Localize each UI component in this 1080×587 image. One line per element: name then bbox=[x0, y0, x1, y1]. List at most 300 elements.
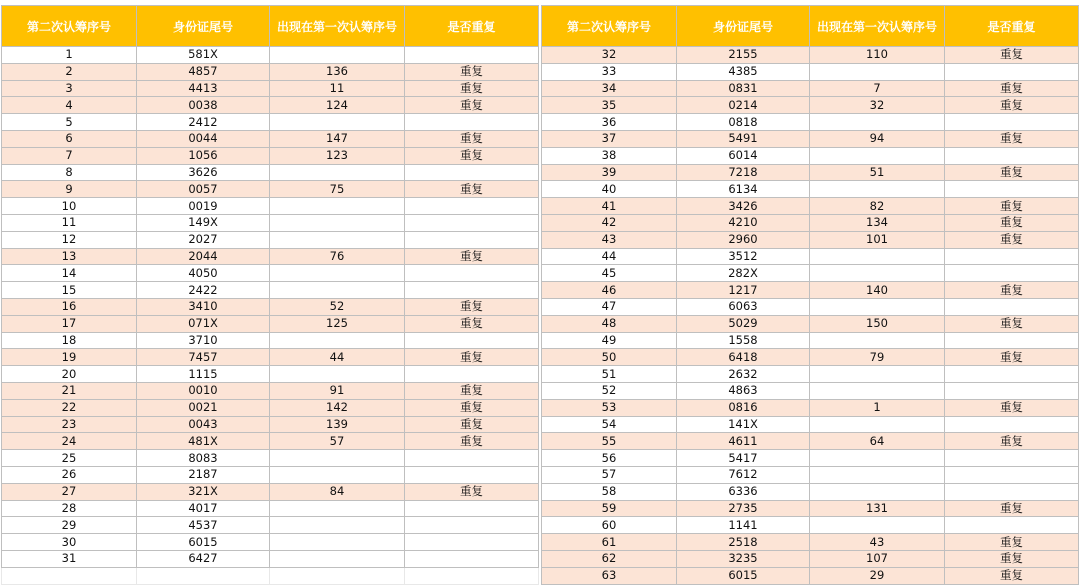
cell-id-tail[interactable]: 2960 bbox=[677, 231, 810, 248]
cell-second-seq[interactable]: 10 bbox=[2, 198, 137, 215]
cell-id-tail[interactable]: 6014 bbox=[677, 147, 810, 164]
cell-second-seq[interactable]: 41 bbox=[542, 198, 677, 215]
cell-second-seq[interactable]: 37 bbox=[542, 130, 677, 147]
cell-first-seq[interactable]: 94 bbox=[810, 130, 945, 147]
cell-id-tail[interactable]: 8083 bbox=[137, 450, 270, 467]
cell-second-seq[interactable]: 44 bbox=[542, 248, 677, 265]
cell-is-duplicate[interactable] bbox=[945, 147, 1079, 164]
cell-is-duplicate[interactable]: 重复 bbox=[945, 500, 1079, 517]
cell-second-seq[interactable]: 24 bbox=[2, 433, 137, 450]
cell-id-tail[interactable]: 4017 bbox=[137, 500, 270, 517]
empty-cell[interactable] bbox=[2, 567, 137, 584]
cell-first-seq[interactable] bbox=[810, 466, 945, 483]
cell-second-seq[interactable]: 6 bbox=[2, 130, 137, 147]
cell-first-seq[interactable]: 140 bbox=[810, 282, 945, 299]
table-row bbox=[542, 466, 1079, 483]
cell-second-seq[interactable]: 27 bbox=[2, 483, 137, 500]
cell-first-seq[interactable] bbox=[270, 231, 405, 248]
cell-is-duplicate[interactable] bbox=[945, 332, 1079, 349]
cell-is-duplicate[interactable]: 重复 bbox=[945, 47, 1079, 64]
cell-first-seq[interactable] bbox=[810, 248, 945, 265]
cell-second-seq[interactable]: 34 bbox=[542, 80, 677, 97]
cell-second-seq[interactable]: 17 bbox=[2, 315, 137, 332]
cell-second-seq[interactable]: 18 bbox=[2, 332, 137, 349]
cell-first-seq[interactable] bbox=[270, 466, 405, 483]
table-row bbox=[542, 97, 1079, 114]
cell-is-duplicate[interactable]: 重复 bbox=[945, 349, 1079, 366]
cell-is-duplicate[interactable] bbox=[405, 366, 539, 383]
cell-second-seq[interactable]: 47 bbox=[542, 298, 677, 315]
table-row bbox=[542, 500, 1079, 517]
table-row bbox=[542, 382, 1079, 399]
cell-id-tail[interactable]: 2422 bbox=[137, 282, 270, 299]
table-row bbox=[2, 47, 539, 64]
cell-first-seq[interactable]: 29 bbox=[810, 567, 945, 584]
cell-first-seq[interactable]: 110 bbox=[810, 47, 945, 64]
table-row bbox=[2, 399, 539, 416]
cell-is-duplicate[interactable]: 重复 bbox=[405, 147, 539, 164]
cell-is-duplicate[interactable]: 重复 bbox=[405, 80, 539, 97]
cell-is-duplicate[interactable] bbox=[945, 483, 1079, 500]
cell-first-seq[interactable]: 76 bbox=[270, 248, 405, 265]
cell-id-tail[interactable]: 7218 bbox=[677, 164, 810, 181]
cell-is-duplicate[interactable]: 重复 bbox=[405, 315, 539, 332]
cell-first-seq[interactable]: 150 bbox=[810, 315, 945, 332]
cell-first-seq[interactable] bbox=[270, 500, 405, 517]
cell-is-duplicate[interactable] bbox=[945, 248, 1079, 265]
cell-second-seq[interactable]: 53 bbox=[542, 399, 677, 416]
cell-id-tail[interactable]: 3410 bbox=[137, 298, 270, 315]
cell-second-seq[interactable]: 55 bbox=[542, 433, 677, 450]
header-first-seq[interactable]: 出现在第一次认筹序号 bbox=[810, 6, 945, 47]
table-row bbox=[542, 198, 1079, 215]
table-row bbox=[2, 332, 539, 349]
cell-is-duplicate[interactable]: 重复 bbox=[405, 483, 539, 500]
cell-is-duplicate[interactable] bbox=[405, 332, 539, 349]
cell-id-tail[interactable]: 4537 bbox=[137, 517, 270, 534]
cell-second-seq[interactable]: 43 bbox=[542, 231, 677, 248]
cell-is-duplicate[interactable] bbox=[405, 282, 539, 299]
cell-is-duplicate[interactable]: 重复 bbox=[945, 80, 1079, 97]
cell-second-seq[interactable]: 42 bbox=[542, 214, 677, 231]
table-row bbox=[2, 63, 539, 80]
cell-id-tail[interactable]: 6015 bbox=[137, 534, 270, 551]
cell-first-seq[interactable]: 1 bbox=[810, 399, 945, 416]
table-row bbox=[542, 534, 1079, 551]
cell-first-seq[interactable] bbox=[270, 282, 405, 299]
cell-id-tail[interactable]: 0214 bbox=[677, 97, 810, 114]
cell-second-seq[interactable]: 11 bbox=[2, 214, 137, 231]
cell-id-tail[interactable]: 282X bbox=[677, 265, 810, 282]
cell-id-tail[interactable]: 0038 bbox=[137, 97, 270, 114]
cell-second-seq[interactable]: 52 bbox=[542, 382, 677, 399]
cell-first-seq[interactable] bbox=[810, 483, 945, 500]
cell-id-tail[interactable]: 3426 bbox=[677, 198, 810, 215]
cell-id-tail[interactable]: 0831 bbox=[677, 80, 810, 97]
table-row bbox=[542, 416, 1079, 433]
cell-is-duplicate[interactable]: 重复 bbox=[405, 181, 539, 198]
cell-id-tail[interactable]: 4385 bbox=[677, 63, 810, 80]
cell-id-tail[interactable]: 0010 bbox=[137, 382, 270, 399]
cell-second-seq[interactable]: 48 bbox=[542, 315, 677, 332]
cell-first-seq[interactable]: 82 bbox=[810, 198, 945, 215]
cell-first-seq[interactable] bbox=[270, 164, 405, 181]
cell-is-duplicate[interactable] bbox=[405, 450, 539, 467]
cell-second-seq[interactable]: 59 bbox=[542, 500, 677, 517]
cell-second-seq[interactable]: 45 bbox=[542, 265, 677, 282]
cell-first-seq[interactable]: 142 bbox=[270, 399, 405, 416]
cell-first-seq[interactable] bbox=[270, 332, 405, 349]
cell-id-tail[interactable]: 4863 bbox=[677, 382, 810, 399]
table-row bbox=[542, 47, 1079, 64]
cell-id-tail[interactable]: 2027 bbox=[137, 231, 270, 248]
cell-is-duplicate[interactable]: 重复 bbox=[945, 282, 1079, 299]
cell-is-duplicate[interactable] bbox=[405, 231, 539, 248]
cell-id-tail[interactable]: 481X bbox=[137, 433, 270, 450]
cell-is-duplicate[interactable]: 重复 bbox=[945, 164, 1079, 181]
cell-first-seq[interactable]: 125 bbox=[270, 315, 405, 332]
cell-id-tail[interactable]: 6336 bbox=[677, 483, 810, 500]
empty-row bbox=[2, 567, 539, 584]
cell-id-tail[interactable]: 0057 bbox=[137, 181, 270, 198]
cell-is-duplicate[interactable]: 重复 bbox=[945, 399, 1079, 416]
cell-id-tail[interactable]: 3235 bbox=[677, 550, 810, 567]
cell-first-seq[interactable]: 11 bbox=[270, 80, 405, 97]
cell-is-duplicate[interactable]: 重复 bbox=[405, 416, 539, 433]
cell-first-seq[interactable] bbox=[810, 382, 945, 399]
cell-second-seq[interactable]: 61 bbox=[542, 534, 677, 551]
cell-first-seq[interactable]: 131 bbox=[810, 500, 945, 517]
cell-second-seq[interactable]: 2 bbox=[2, 63, 137, 80]
cell-second-seq[interactable]: 8 bbox=[2, 164, 137, 181]
cell-id-tail[interactable]: 1217 bbox=[677, 282, 810, 299]
cell-is-duplicate[interactable] bbox=[405, 265, 539, 282]
cell-first-seq[interactable] bbox=[810, 450, 945, 467]
cell-first-seq[interactable] bbox=[810, 298, 945, 315]
cell-first-seq[interactable]: 134 bbox=[810, 214, 945, 231]
cell-is-duplicate[interactable]: 重复 bbox=[405, 63, 539, 80]
cell-is-duplicate[interactable] bbox=[405, 534, 539, 551]
cell-second-seq[interactable]: 13 bbox=[2, 248, 137, 265]
cell-first-seq[interactable] bbox=[810, 517, 945, 534]
cell-is-duplicate[interactable] bbox=[405, 214, 539, 231]
cell-first-seq[interactable]: 64 bbox=[810, 433, 945, 450]
header-id-tail[interactable]: 身份证尾号 bbox=[677, 6, 810, 47]
cell-second-seq[interactable]: 32 bbox=[542, 47, 677, 64]
cell-first-seq[interactable] bbox=[810, 114, 945, 131]
cell-second-seq[interactable]: 36 bbox=[542, 114, 677, 131]
cell-first-seq[interactable]: 51 bbox=[810, 164, 945, 181]
cell-first-seq[interactable]: 91 bbox=[270, 382, 405, 399]
cell-id-tail[interactable]: 7457 bbox=[137, 349, 270, 366]
table-row bbox=[2, 282, 539, 299]
cell-id-tail[interactable]: 0044 bbox=[137, 130, 270, 147]
cell-id-tail[interactable]: 071X bbox=[137, 315, 270, 332]
cell-id-tail[interactable]: 4611 bbox=[677, 433, 810, 450]
cell-first-seq[interactable]: 75 bbox=[270, 181, 405, 198]
cell-id-tail[interactable]: 6427 bbox=[137, 550, 270, 567]
cell-first-seq[interactable]: 7 bbox=[810, 80, 945, 97]
cell-id-tail[interactable]: 0816 bbox=[677, 399, 810, 416]
cell-is-duplicate[interactable] bbox=[945, 466, 1079, 483]
cell-is-duplicate[interactable]: 重复 bbox=[405, 97, 539, 114]
cell-second-seq[interactable]: 39 bbox=[542, 164, 677, 181]
header-first-seq[interactable]: 出现在第一次认筹序号 bbox=[270, 6, 405, 47]
cell-id-tail[interactable]: 321X bbox=[137, 483, 270, 500]
cell-first-seq[interactable]: 101 bbox=[810, 231, 945, 248]
cell-second-seq[interactable]: 29 bbox=[2, 517, 137, 534]
cell-is-duplicate[interactable] bbox=[405, 198, 539, 215]
cell-second-seq[interactable]: 33 bbox=[542, 63, 677, 80]
cell-first-seq[interactable]: 139 bbox=[270, 416, 405, 433]
cell-first-seq[interactable] bbox=[270, 114, 405, 131]
table-row bbox=[542, 366, 1079, 383]
cell-second-seq[interactable]: 46 bbox=[542, 282, 677, 299]
header-second-seq[interactable]: 第二次认筹序号 bbox=[2, 6, 137, 47]
cell-second-seq[interactable]: 4 bbox=[2, 97, 137, 114]
cell-id-tail[interactable]: 5029 bbox=[677, 315, 810, 332]
left-table bbox=[1, 5, 539, 585]
cell-is-duplicate[interactable]: 重复 bbox=[945, 97, 1079, 114]
table-row bbox=[2, 450, 539, 467]
cell-second-seq[interactable]: 16 bbox=[2, 298, 137, 315]
cell-first-seq[interactable] bbox=[270, 214, 405, 231]
cell-is-duplicate[interactable]: 重复 bbox=[945, 567, 1079, 584]
cell-id-tail[interactable]: 141X bbox=[677, 416, 810, 433]
cell-is-duplicate[interactable]: 重复 bbox=[945, 231, 1079, 248]
header-is-duplicate[interactable]: 是否重复 bbox=[945, 6, 1079, 47]
cell-id-tail[interactable]: 0021 bbox=[137, 399, 270, 416]
cell-first-seq[interactable]: 43 bbox=[810, 534, 945, 551]
cell-first-seq[interactable]: 57 bbox=[270, 433, 405, 450]
cell-second-seq[interactable]: 25 bbox=[2, 450, 137, 467]
table-row bbox=[2, 181, 539, 198]
cell-second-seq[interactable]: 57 bbox=[542, 466, 677, 483]
cell-id-tail[interactable]: 6063 bbox=[677, 298, 810, 315]
cell-is-duplicate[interactable] bbox=[945, 298, 1079, 315]
cell-first-seq[interactable]: 124 bbox=[270, 97, 405, 114]
cell-id-tail[interactable]: 1115 bbox=[137, 366, 270, 383]
cell-id-tail[interactable]: 0019 bbox=[137, 198, 270, 215]
cell-is-duplicate[interactable]: 重复 bbox=[405, 248, 539, 265]
cell-id-tail[interactable]: 149X bbox=[137, 214, 270, 231]
cell-second-seq[interactable]: 5 bbox=[2, 114, 137, 131]
cell-id-tail[interactable]: 0043 bbox=[137, 416, 270, 433]
table-row bbox=[542, 164, 1079, 181]
cell-first-seq[interactable]: 32 bbox=[810, 97, 945, 114]
cell-first-seq[interactable]: 123 bbox=[270, 147, 405, 164]
cell-first-seq[interactable] bbox=[270, 198, 405, 215]
cell-is-duplicate[interactable]: 重复 bbox=[405, 382, 539, 399]
cell-id-tail[interactable]: 3626 bbox=[137, 164, 270, 181]
cell-second-seq[interactable]: 20 bbox=[2, 366, 137, 383]
cell-id-tail[interactable]: 2518 bbox=[677, 534, 810, 551]
cell-id-tail[interactable]: 4210 bbox=[677, 214, 810, 231]
table-row bbox=[2, 315, 539, 332]
cell-id-tail[interactable]: 1558 bbox=[677, 332, 810, 349]
cell-id-tail[interactable]: 2044 bbox=[137, 248, 270, 265]
table-row bbox=[542, 265, 1079, 282]
cell-is-duplicate[interactable] bbox=[405, 114, 539, 131]
cell-first-seq[interactable] bbox=[270, 550, 405, 567]
table-row bbox=[2, 130, 539, 147]
cell-is-duplicate[interactable] bbox=[405, 47, 539, 64]
cell-second-seq[interactable]: 35 bbox=[542, 97, 677, 114]
cell-second-seq[interactable]: 19 bbox=[2, 349, 137, 366]
cell-first-seq[interactable]: 107 bbox=[810, 550, 945, 567]
table-row bbox=[542, 315, 1079, 332]
cell-is-duplicate[interactable]: 重复 bbox=[945, 214, 1079, 231]
cell-first-seq[interactable]: 147 bbox=[270, 130, 405, 147]
cell-is-duplicate[interactable] bbox=[945, 366, 1079, 383]
table-row bbox=[2, 298, 539, 315]
cell-id-tail[interactable]: 6418 bbox=[677, 349, 810, 366]
cell-second-seq[interactable]: 63 bbox=[542, 567, 677, 584]
cell-second-seq[interactable]: 1 bbox=[2, 47, 137, 64]
cell-second-seq[interactable]: 21 bbox=[2, 382, 137, 399]
cell-second-seq[interactable]: 50 bbox=[542, 349, 677, 366]
cell-first-seq[interactable] bbox=[270, 517, 405, 534]
cell-first-seq[interactable] bbox=[270, 450, 405, 467]
empty-cell[interactable] bbox=[405, 567, 539, 584]
cell-first-seq[interactable]: 84 bbox=[270, 483, 405, 500]
cell-id-tail[interactable]: 1141 bbox=[677, 517, 810, 534]
header-second-seq[interactable]: 第二次认筹序号 bbox=[542, 6, 677, 47]
cell-second-seq[interactable]: 23 bbox=[2, 416, 137, 433]
cell-second-seq[interactable]: 28 bbox=[2, 500, 137, 517]
cell-id-tail[interactable]: 6015 bbox=[677, 567, 810, 584]
cell-is-duplicate[interactable] bbox=[405, 466, 539, 483]
table-row bbox=[542, 399, 1079, 416]
cell-first-seq[interactable]: 44 bbox=[270, 349, 405, 366]
cell-second-seq[interactable]: 12 bbox=[2, 231, 137, 248]
cell-is-duplicate[interactable] bbox=[945, 114, 1079, 131]
cell-is-duplicate[interactable] bbox=[945, 450, 1079, 467]
cell-second-seq[interactable]: 7 bbox=[2, 147, 137, 164]
cell-is-duplicate[interactable]: 重复 bbox=[945, 433, 1079, 450]
cell-second-seq[interactable]: 49 bbox=[542, 332, 677, 349]
cell-first-seq[interactable]: 52 bbox=[270, 298, 405, 315]
cell-is-duplicate[interactable] bbox=[945, 517, 1079, 534]
cell-first-seq[interactable] bbox=[810, 147, 945, 164]
cell-is-duplicate[interactable] bbox=[945, 382, 1079, 399]
cell-first-seq[interactable] bbox=[810, 63, 945, 80]
cell-is-duplicate[interactable]: 重复 bbox=[945, 198, 1079, 215]
cell-first-seq[interactable] bbox=[270, 534, 405, 551]
cell-is-duplicate[interactable]: 重复 bbox=[945, 130, 1079, 147]
cell-first-seq[interactable] bbox=[810, 265, 945, 282]
empty-cell[interactable] bbox=[137, 567, 270, 584]
cell-first-seq[interactable] bbox=[810, 332, 945, 349]
header-id-tail[interactable]: 身份证尾号 bbox=[137, 6, 270, 47]
cell-first-seq[interactable] bbox=[270, 265, 405, 282]
cell-second-seq[interactable]: 54 bbox=[542, 416, 677, 433]
table-row bbox=[2, 80, 539, 97]
cell-second-seq[interactable]: 31 bbox=[2, 550, 137, 567]
cell-second-seq[interactable]: 40 bbox=[542, 181, 677, 198]
cell-second-seq[interactable]: 22 bbox=[2, 399, 137, 416]
cell-id-tail[interactable]: 2632 bbox=[677, 366, 810, 383]
table-row bbox=[2, 265, 539, 282]
cell-first-seq[interactable] bbox=[810, 416, 945, 433]
cell-id-tail[interactable]: 2155 bbox=[677, 47, 810, 64]
cell-is-duplicate[interactable]: 重复 bbox=[405, 399, 539, 416]
cell-second-seq[interactable]: 26 bbox=[2, 466, 137, 483]
cell-first-seq[interactable] bbox=[270, 366, 405, 383]
table-row bbox=[542, 114, 1079, 131]
empty-cell[interactable] bbox=[270, 567, 405, 584]
cell-second-seq[interactable]: 38 bbox=[542, 147, 677, 164]
cell-is-duplicate[interactable] bbox=[405, 550, 539, 567]
cell-is-duplicate[interactable]: 重复 bbox=[405, 349, 539, 366]
cell-second-seq[interactable]: 9 bbox=[2, 181, 137, 198]
cell-first-seq[interactable]: 136 bbox=[270, 63, 405, 80]
cell-id-tail[interactable]: 5491 bbox=[677, 130, 810, 147]
cell-is-duplicate[interactable]: 重复 bbox=[945, 534, 1079, 551]
cell-id-tail[interactable]: 4857 bbox=[137, 63, 270, 80]
cell-second-seq[interactable]: 62 bbox=[542, 550, 677, 567]
cell-is-duplicate[interactable] bbox=[405, 517, 539, 534]
cell-id-tail[interactable]: 2187 bbox=[137, 466, 270, 483]
cell-is-duplicate[interactable] bbox=[945, 63, 1079, 80]
cell-is-duplicate[interactable] bbox=[945, 265, 1079, 282]
table-row bbox=[542, 433, 1079, 450]
cell-id-tail[interactable]: 2735 bbox=[677, 500, 810, 517]
cell-id-tail[interactable]: 4050 bbox=[137, 265, 270, 282]
cell-is-duplicate[interactable] bbox=[405, 500, 539, 517]
cell-is-duplicate[interactable]: 重复 bbox=[405, 433, 539, 450]
table-row bbox=[2, 416, 539, 433]
cell-is-duplicate[interactable]: 重复 bbox=[405, 130, 539, 147]
cell-second-seq[interactable]: 60 bbox=[542, 517, 677, 534]
table-row bbox=[542, 80, 1079, 97]
header-row bbox=[542, 6, 1079, 47]
cell-first-seq[interactable] bbox=[810, 181, 945, 198]
cell-second-seq[interactable]: 56 bbox=[542, 450, 677, 467]
cell-second-seq[interactable]: 58 bbox=[542, 483, 677, 500]
cell-is-duplicate[interactable]: 重复 bbox=[945, 550, 1079, 567]
cell-second-seq[interactable]: 3 bbox=[2, 80, 137, 97]
cell-first-seq[interactable] bbox=[270, 47, 405, 64]
header-is-duplicate[interactable]: 是否重复 bbox=[405, 6, 539, 47]
cell-id-tail[interactable]: 7612 bbox=[677, 466, 810, 483]
cell-first-seq[interactable]: 79 bbox=[810, 349, 945, 366]
table-row bbox=[2, 248, 539, 265]
cell-is-duplicate[interactable]: 重复 bbox=[945, 315, 1079, 332]
cell-second-seq[interactable]: 15 bbox=[2, 282, 137, 299]
cell-is-duplicate[interactable] bbox=[945, 416, 1079, 433]
cell-is-duplicate[interactable] bbox=[405, 164, 539, 181]
cell-id-tail[interactable]: 581X bbox=[137, 47, 270, 64]
cell-is-duplicate[interactable]: 重复 bbox=[405, 298, 539, 315]
cell-id-tail[interactable]: 5417 bbox=[677, 450, 810, 467]
cell-id-tail[interactable]: 2412 bbox=[137, 114, 270, 131]
cell-id-tail[interactable]: 1056 bbox=[137, 147, 270, 164]
cell-id-tail[interactable]: 6134 bbox=[677, 181, 810, 198]
table-row bbox=[542, 349, 1079, 366]
cell-second-seq[interactable]: 14 bbox=[2, 265, 137, 282]
cell-id-tail[interactable]: 4413 bbox=[137, 80, 270, 97]
cell-second-seq[interactable]: 51 bbox=[542, 366, 677, 383]
cell-id-tail[interactable]: 0818 bbox=[677, 114, 810, 131]
cell-id-tail[interactable]: 3710 bbox=[137, 332, 270, 349]
table-row bbox=[542, 517, 1079, 534]
cell-is-duplicate[interactable] bbox=[945, 181, 1079, 198]
cell-first-seq[interactable] bbox=[810, 366, 945, 383]
header-row bbox=[2, 6, 539, 47]
cell-id-tail[interactable]: 3512 bbox=[677, 248, 810, 265]
cell-second-seq[interactable]: 30 bbox=[2, 534, 137, 551]
